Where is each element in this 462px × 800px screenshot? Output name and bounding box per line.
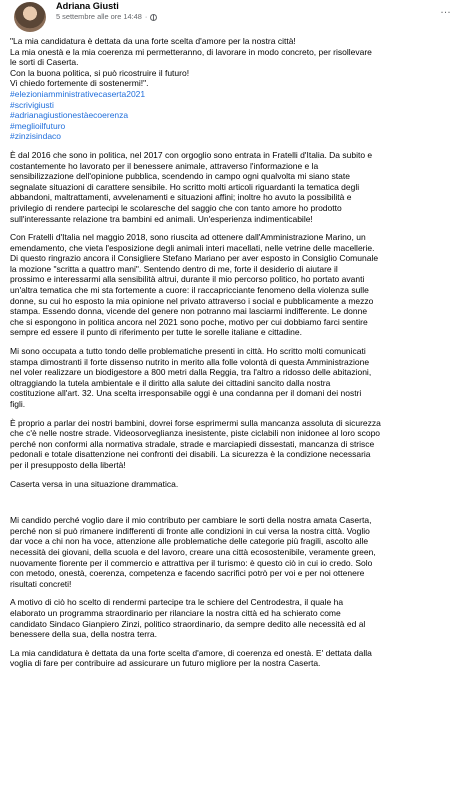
paragraph-line: dar voce a chi non ha voce, attenzione alle problematiche delle categorie più fragili, ascolto alle — [10, 536, 369, 547]
post-body — [10, 34, 462, 669]
paragraph-line: privilegio di rendere partecipi le scolaresche del saggio che con tanto amore ho prodotto — [10, 202, 342, 213]
paragraph-line: costituzione all'art. 32. Una scelta irresponsabile oggi è una condanna per il domani dei nostri — [10, 388, 362, 399]
paragraph-line: donne, su cui ho esposto la mia opinione nel privato attraverso i social e pubblicamente a mezzo — [10, 295, 374, 306]
author-avatar[interactable] — [14, 2, 46, 32]
paragraph-line: È dal 2016 che sono in politica, nel 2017 con orgoglio sono entrata in Fratelli d'Italia. Da subito e — [10, 149, 373, 160]
paragraph-line: risultati concreti! — [10, 578, 72, 589]
paragraph — [10, 418, 454, 471]
hashtag-link[interactable]: #meglioilfuturo — [10, 120, 66, 131]
paragraph-line: costantemente ho lavorato per il benessere animale, attraverso l'informazione e la — [10, 160, 319, 171]
separator-dot: · — [144, 12, 148, 21]
post-timestamp[interactable]: 5 settembre alle ore 14:48 — [56, 12, 142, 21]
hashtag-link[interactable]: #scrivigiusti — [10, 99, 54, 110]
paragraph-line: A motivo di ciò ho scelto di rendermi partecipe tra le schiere del Centrodestra, il quale ha — [10, 597, 344, 608]
paragraph-line: figli. — [10, 399, 26, 409]
paragraph-line: È proprio a parlar dei nostri bambini, dovrei forse esprimermi sulla mancanza assoluta di sicurezza — [10, 417, 381, 428]
paragraph — [10, 232, 454, 338]
quote-line: "La mia candidatura è dettata da una forte scelta d'amore per la nostra città! — [10, 36, 296, 46]
post-meta — [56, 0, 157, 22]
paragraph-line: sempre ed essere il punto di riferimento per tutte le sorelle italiane e cittadine. — [10, 327, 302, 338]
paragraph-line: segnalate situazioni di carattere sensibile. Ho scritto molti articoli riguardanti la tematica degli — [10, 181, 360, 192]
paragraph-line: stampa. Essendo donna, vicende del genere non potranno mai lasciarmi indifferente. Le donne — [10, 306, 368, 317]
globe-icon — [150, 14, 157, 21]
paragraph-line: Mi candido perché voglio dare il mio contributo per cambiare le sorti della nostra amata Caserta, — [10, 515, 372, 526]
paragraph — [10, 648, 454, 669]
paragraph-line: con metodo, onestà, coerenza, competenza e facendo sacrifici potrò per voi e per noi ottenere — [10, 568, 365, 579]
paragraph-line: Mi sono occupata a tutto tondo delle problematiche presenti in città. Ho scritto molti comunicati — [10, 346, 366, 357]
paragraph-line: sensibilizzazione dell'opinione pubblica, scendendo in campo ogni qualvolta mi siano state — [10, 171, 350, 182]
post-subline — [56, 12, 157, 22]
paragraph-line: Caserta versa in una situazione drammatica. — [10, 478, 179, 489]
paragraph-line: La mia candidatura è dettata da una forte scelta d'amore, di coerenza ed onestà. E' dettata dalla — [10, 647, 372, 658]
paragraph-line: che c'è nelle nostre strade. Videosorveglianza inesistente, piste ciclabili non inidonee al loro scopo — [10, 428, 381, 439]
hashtag-link[interactable]: #zinzisindaco — [10, 131, 62, 142]
paragraph-line: abbandoni, maltrattamenti, avvelenamenti e situazioni affini; inoltre ho avuto la possibilità e — [10, 192, 352, 203]
hashtag-link[interactable]: #adrianagiustionestàecoerenza — [10, 110, 129, 121]
paragraph — [10, 479, 454, 490]
paragraph-line: nuovamente fiorente per il commercio e attrattiva per il turismo: è questo ciò in cui io credo. Solo — [10, 557, 373, 568]
post-header — [10, 0, 462, 34]
paragraph-line: oltraggiando la tutela ambientale e il diritto alla salute dei cittadini sancito dalla nostra — [10, 377, 331, 388]
paragraph-line: pedonali e totale disattenzione nei confronti dei disabili. La sicurezza è la condizione necessaria — [10, 449, 371, 460]
author-name[interactable]: Adriana Giusti — [56, 1, 119, 11]
paragraph-line: necessità dei giovani, della scuola e del lavoro, creare una città ecosostenibile, veramente green, — [10, 546, 376, 557]
quote-line: La mia onestà e la mia coerenza mi permetteranno, di lavorare in modo concreto, per risollevare — [10, 46, 372, 57]
paragraph-line: la mozione "scritta a quattro mani". Sentendo dentro di me, forte il desiderio di aiutare il — [10, 263, 338, 274]
paragraph-line: un'altra tematica che mi sta fortemente a cuore: il raccapricciante fenomeno della violenza sulle — [10, 285, 369, 296]
quote-line: Con la buona politica, si può ricostruire il futuro! — [10, 67, 190, 78]
paragraph-line: benessere della sua, della nostra terra. — [10, 629, 157, 640]
paragraph-line: voglia di fare per contribuire ad assicurare un futuro migliore per la nostra Caserta. — [10, 658, 321, 669]
paragraph-line: prossimo e interessarmi alla sensibilità altrui, durante il mio percorso politico, ho portato avanti — [10, 274, 365, 285]
paragraph — [10, 346, 454, 410]
paragraph-line: nel voler realizzare un biodigestore a 800 metri dalla Reggia, tra l'altro a ridosso delle abitazioni, — [10, 367, 372, 378]
hashtag-link[interactable]: #elezioniamministrativecaserta2021 — [10, 88, 146, 99]
quote-line: Vi chiedo fortemente di sostenermi!". — [10, 78, 149, 89]
paragraph-line: stampa dimostranti il forte dissenso nutrito in merito alla folle volontà di questa Amministrazione — [10, 356, 370, 367]
more-options-icon[interactable]: … — [440, 4, 452, 16]
paragraphs-block — [10, 150, 454, 489]
paragraph-line: Con Fratelli d'Italia nel maggio 2018, sono riuscita ad ottenere dall'Amministrazione Marino, un — [10, 232, 366, 243]
paragraph-line: Di questo ringrazio ancora il Consigliere Stefano Mariano per aver esposto in Consiglio Comunale — [10, 253, 379, 264]
paragraph-line: che si espongono in politica ancora nel 2021 sono poche, motivo per cui dobbiamo farci sentire — [10, 316, 368, 327]
paragraph — [10, 150, 454, 224]
paragraph-line: elaborato un programma straordinario per rilanciare la nostra città ed ha schierato come — [10, 607, 341, 618]
paragraph-line: per il presupposto della libertà! — [10, 459, 126, 470]
paragraph-line: perché non conformi alla normativa stradale, strade e marciapiedi dissestati, mancanza di strisce — [10, 438, 375, 449]
paragraph — [10, 597, 454, 639]
quote-block — [10, 36, 454, 142]
paragraphs-after-gap-block — [10, 515, 454, 669]
paragraph-line: sull'interessante relazione tra bambini ed animali. Un'esperienza indimenticabile! — [10, 213, 313, 224]
blank-gap — [10, 497, 454, 515]
paragraph-line: perché non si può rimanere indifferenti di fronte alle condizioni in cui versa la nostra città. Voglio — [10, 525, 370, 536]
quote-line: le sorti di Caserta. — [10, 57, 79, 68]
paragraph-line: emendamento, che vieta l'esposizione degli animali interi macellati, nelle vetrine delle macellerie. — [10, 242, 375, 253]
paragraph — [10, 515, 454, 589]
paragraph-line: candidato Sindaco Gianpiero Zinzi, politico straordinario, da sempre dedito alle necessità ed al — [10, 618, 366, 629]
